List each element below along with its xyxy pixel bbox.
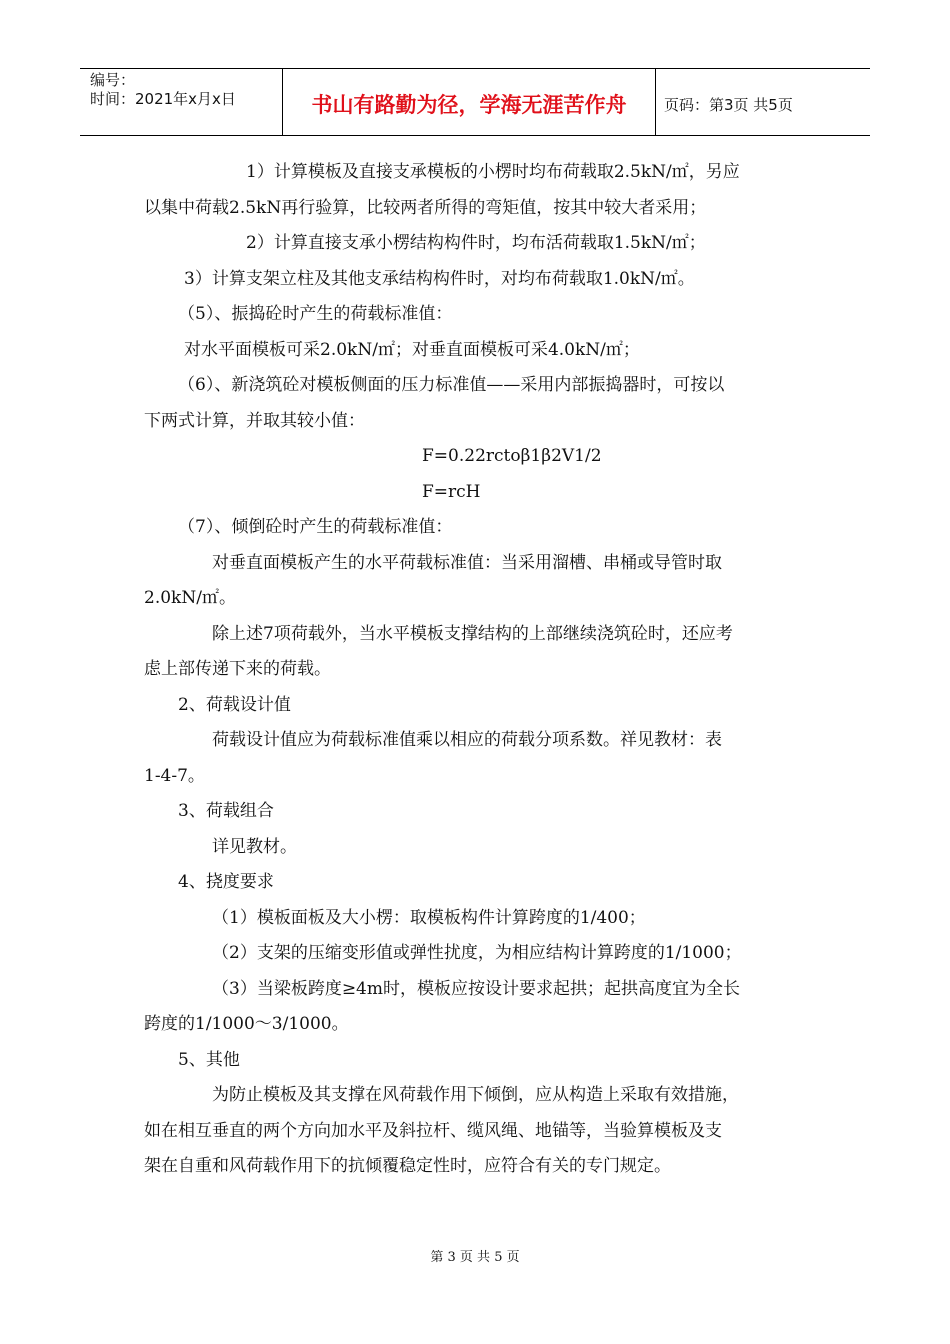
body-line: 1-4-7。 — [144, 765, 205, 786]
formula: F=0.22rctoβ1β2V1/2 — [422, 446, 602, 466]
section-heading: 5、其他 — [178, 1049, 240, 1070]
body-line: 以集中荷载2.5kN再行验算，比较两者所得的弯矩值，按其中较大者采用； — [144, 197, 707, 218]
document-body — [144, 155, 812, 1185]
body-line: 跨度的1/1000～3/1000。 — [144, 1014, 349, 1034]
formula: F=rcH — [422, 481, 481, 502]
body-line: 架在自重和风荷载作用下的抗倾覆稳定性时，应符合有关的专门规定。 — [144, 1156, 671, 1176]
body-line: 如在相互垂直的两个方向加水平及斜拉杆、缆风绳、地锚等，当验算模板及支 — [144, 1120, 722, 1141]
body-line: （5）、振捣砼时产生的荷载标准值： — [178, 304, 453, 324]
body-line: 荷载设计值应为荷载标准值乘以相应的荷载分项系数。祥见教材：表 — [212, 730, 722, 750]
page-header — [80, 68, 870, 136]
document-date: 时间：2021年x月x日 — [90, 90, 236, 108]
body-line: 3）计算支架立柱及其他支承结构构件时，对均布荷载取1.0kN/㎡。 — [184, 268, 695, 289]
body-line: 2）计算直接支承小楞结构构件时，均布活荷载取1.5kN/㎡； — [246, 233, 706, 253]
document-code-label: 编号： — [90, 71, 136, 89]
body-line: 对垂直面模板产生的水平荷载标准值：当采用溜槽、串桶或导管时取 — [212, 552, 722, 573]
body-line: （2）支架的压缩变形值或弹性扰度，为相应结构计算跨度的1/1000； — [212, 943, 742, 963]
section-heading: 2、荷载设计值 — [178, 694, 291, 715]
body-line: （1）模板面板及大小楞：取模板构件计算跨度的1/400； — [212, 907, 646, 928]
body-line: 为防止模板及其支撑在风荷载作用下倾倒，应从构造上采取有效措施， — [212, 1085, 739, 1105]
header-page-info: 页码：第3页 共5页 — [664, 95, 793, 114]
section-heading: 4、挠度要求 — [178, 872, 274, 892]
body-line: 除上述7项荷载外，当水平模板支撑结构的上部继续浇筑砼时，还应考 — [212, 623, 733, 644]
body-line: 2.0kN/㎡。 — [144, 588, 236, 608]
body-line: 1）计算模板及直接支承模板的小楞时均布荷载取2.5kN/㎡，另应 — [246, 162, 740, 182]
body-line: 详见教材。 — [212, 836, 297, 857]
body-line: 虑上部传递下来的荷载。 — [144, 659, 331, 679]
body-line: （7）、倾倒砼时产生的荷载标准值： — [178, 517, 453, 537]
body-line: 下两式计算，并取其较小值： — [144, 410, 365, 431]
header-motto: 书山有路勤为径，学海无涯苦作舟 — [283, 69, 656, 135]
body-line: 对水平面模板可采2.0kN/㎡；对垂直面模板可采4.0kN/㎡； — [184, 339, 640, 360]
header-meta — [80, 69, 283, 135]
body-line: （6）、新浇筑砼对模板侧面的压力标准值——采用内部振捣器时，可按以 — [178, 375, 725, 395]
page-footer: 第 3 页 共 5 页 — [430, 1250, 520, 1265]
body-line: （3）当梁板跨度≥4m时，模板应按设计要求起拱；起拱高度宜为全长 — [212, 978, 740, 999]
section-heading: 3、荷载组合 — [178, 801, 274, 821]
